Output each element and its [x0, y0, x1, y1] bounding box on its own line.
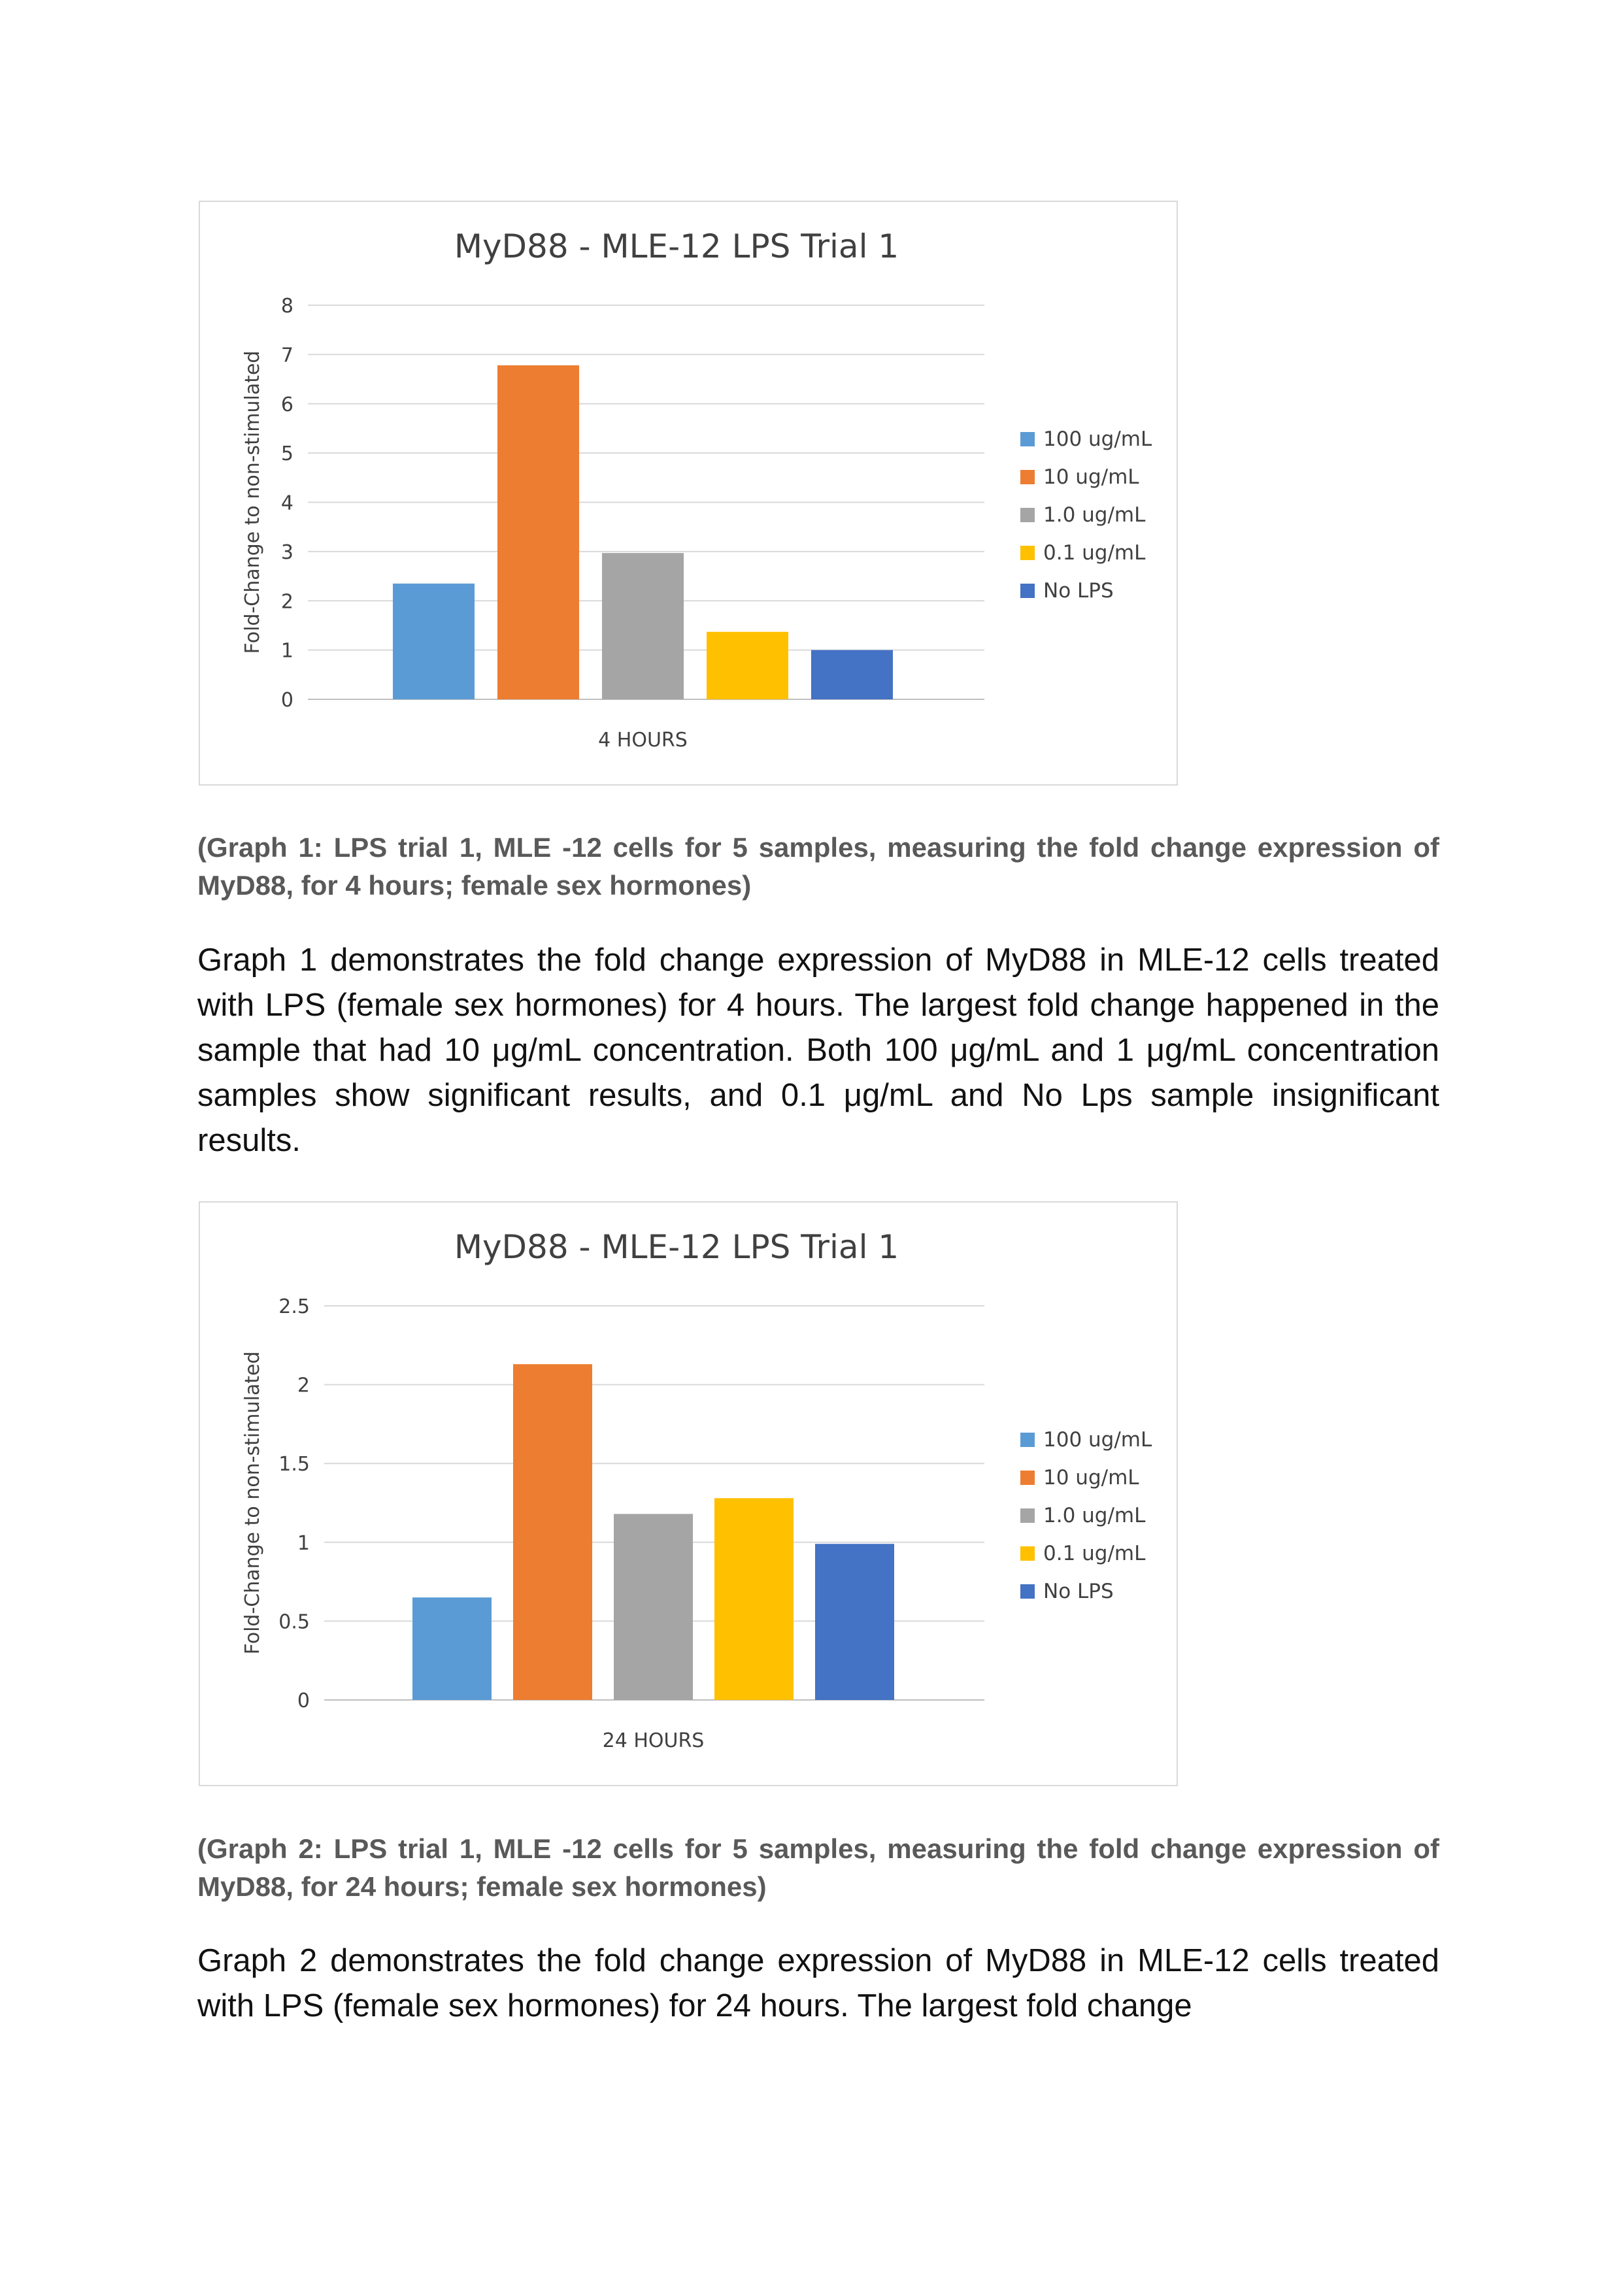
chart-1-ytick-label: 8	[280, 295, 293, 318]
chart-2-ytick-label: 0.5	[278, 1610, 310, 1634]
chart-1-legend-label: 0.1 ug/mL	[1043, 541, 1146, 565]
chart-1-bar	[393, 584, 475, 699]
chart-2-ytick-label: 1	[297, 1531, 310, 1555]
chart-2-legend-swatch	[1020, 1546, 1035, 1561]
chart-2-ytick-label: 0	[297, 1689, 310, 1712]
chart-1-ytick-label: 2	[280, 590, 293, 614]
chart-1-ytick-label: 1	[280, 639, 293, 663]
graph-2-caption: (Graph 2: LPS trial 1, MLE -12 cells for 5 samples, measuring the fold change expression of MyD88, for 24 hours; female sex hormones)	[197, 1833, 1439, 1902]
chart-2-legend-label: 10 ug/mL	[1043, 1466, 1139, 1489]
chart-2-legend-label: 0.1 ug/mL	[1043, 1542, 1146, 1565]
chart-1-bar	[811, 650, 893, 699]
chart-2-legend-label: 100 ug/mL	[1043, 1428, 1152, 1452]
chart-1-ylabel: Fold-Change to non-stimulated	[241, 350, 264, 654]
chart-1-ytick-label: 7	[280, 344, 293, 367]
chart-2-bar	[815, 1544, 894, 1700]
chart-2-legend-label: 1.0 ug/mL	[1043, 1504, 1146, 1527]
chart-2-bar	[513, 1364, 592, 1700]
chart-2-ytick-label: 1.5	[278, 1453, 310, 1476]
chart-1-legend-swatch	[1020, 584, 1035, 598]
chart-2-category-label: 24 HOURS	[602, 1729, 705, 1752]
chart-1-ytick-label: 5	[280, 442, 293, 466]
chart-2-legend-swatch	[1020, 1584, 1035, 1599]
chart-1-legend-label: 1.0 ug/mL	[1043, 503, 1146, 527]
chart-1-legend-swatch	[1020, 432, 1035, 446]
chart-1-category-label: 4 HOURS	[598, 729, 688, 752]
chart-2-bar	[412, 1597, 492, 1700]
chart-2-ytick-label: 2	[297, 1374, 310, 1397]
chart-1-bar	[602, 553, 684, 699]
chart-1-ytick-label: 3	[280, 541, 293, 564]
chart-1-bar	[707, 632, 788, 699]
chart-2-legend-label: No LPS	[1043, 1580, 1114, 1603]
chart-1-svg	[200, 202, 1179, 787]
chart-2	[199, 1201, 1178, 1786]
chart-2-legend-swatch	[1020, 1433, 1035, 1447]
chart-1-legend-label: 10 ug/mL	[1043, 465, 1139, 489]
chart-1-legend-label: No LPS	[1043, 579, 1114, 603]
chart-2-ytick-label: 2.5	[278, 1295, 310, 1318]
chart-1-legend-swatch	[1020, 508, 1035, 522]
chart-2-svg	[200, 1203, 1179, 1788]
graph-2-description: Graph 2 demonstrates the fold change expression of MyD88 in MLE-12 cells treated with LPS (female sex hormones) for 24 hours. The largest fold change	[197, 1943, 1439, 2023]
chart-1-bar	[497, 365, 579, 699]
chart-2-title: MyD88 - MLE-12 LPS Trial 1	[454, 1228, 899, 1266]
chart-2-bar	[714, 1498, 794, 1700]
chart-2-legend-swatch	[1020, 1471, 1035, 1485]
chart-2-ylabel: Fold-Change to non-stimulated	[241, 1351, 264, 1655]
chart-1-title: MyD88 - MLE-12 LPS Trial 1	[454, 227, 899, 265]
chart-1-ytick-label: 0	[280, 689, 293, 712]
chart-1-legend-label: 100 ug/mL	[1043, 427, 1152, 451]
chart-1	[199, 201, 1178, 786]
chart-1-ytick-label: 4	[280, 491, 293, 515]
chart-1-legend-swatch	[1020, 546, 1035, 560]
chart-2-legend-swatch	[1020, 1508, 1035, 1523]
chart-2-bar	[614, 1514, 693, 1700]
graph-1-description: Graph 1 demonstrates the fold change expression of MyD88 in MLE-12 cells treated with LPS (female sex hormones) for 4 hours. The largest fold change happened in the sample that had 10 μg/mL concentration. Both 100 μg/mL and 1 μg/mL concentration samples show significant results, and 0.1 μg/mL and No Lps sample insignificant results.	[197, 942, 1439, 1158]
chart-1-legend-swatch	[1020, 470, 1035, 484]
graph-1-caption: (Graph 1: LPS trial 1, MLE -12 cells for 5 samples, measuring the fold change expression of MyD88, for 4 hours; female sex hormones)	[197, 832, 1439, 901]
chart-1-ytick-label: 6	[280, 393, 293, 416]
